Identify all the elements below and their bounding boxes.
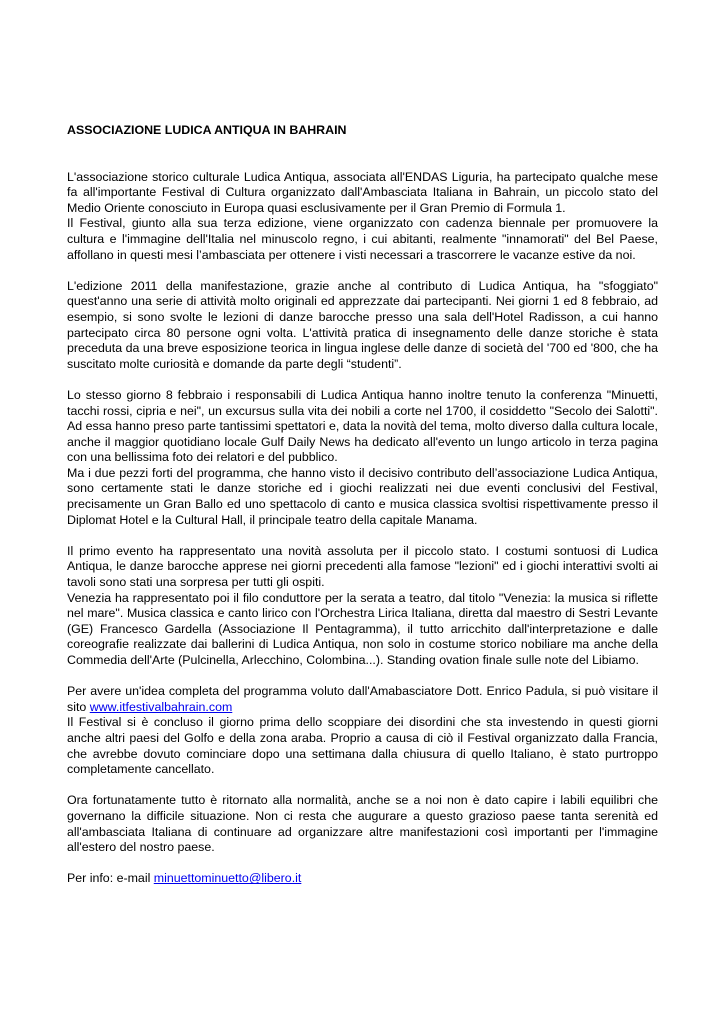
contact-line	[67, 871, 658, 887]
paragraph-text: Ma i due pezzi forti del programma, che hanno visto il decisivo contributo dell’associazione Ludica Antiqua, sono certamente stati le danze storiche ed i giochi realizzati nei due eventi conclusivi del Festival, precisamente un Gran Ballo ed uno spettacolo di canto e musica classica svoltisi rispettivamente presso il Diplomat Hotel e la Cultural Hall, il principale teatro della capitale Manama.	[67, 465, 658, 527]
paragraph-events	[67, 544, 658, 669]
paragraph-text: Il Festival si è concluso il giorno prima dello scoppiare dei disordini che sta investendo in questi giorni anche altri paesi del Golfo e della zona araba. Proprio a causa di ciò il Festival organizzato dalla Francia, che avrebbe dovuto cominciare dopo una settimana dalla chiusura di quello Italiano, è stato purtroppo completamente cancellato.	[67, 715, 658, 777]
paragraph-program	[67, 684, 658, 778]
paragraph-text: Venezia ha rappresentato poi il filo conduttore per la serata a teatro, dal titolo "Venezia: la musica si riflette nel mare". Musica classica e canto lirico con l'Orchestra Lirica Italiana, diretta dal maestro di Sestri Levante (GE) Francesco Gardella (Associazione Il Pentagramma), il tutto arricchito dall'interpretazione e dalle coreografie realizzate dai ballerini di Ludica Antiqua, non solo in costume storico nobiliare ma anche della Commedia dell'Arte (Pulcinella, Arlecchino, Colombina...). Standing ovation finale sulle note del Libiamo.	[67, 590, 658, 667]
paragraph-text-span: Per avere un'idea completa del programma voluto dall'Amabasciatore Dott. Enrico Padula, si può visitare il sito	[67, 684, 658, 714]
festival-website-link[interactable]: www.itfestivalbahrain.com	[89, 699, 233, 714]
paragraph-text: L'associazione storico culturale Ludica Antiqua, associata all'ENDAS Liguria, ha partecipato qualche mese fa all'importante Festival di Cultura organizzato dall'Ambasciata Italiana in Bahrain, un piccolo stato del Medio Oriente conosciuto in Europa quasi esclusivamente per il Gran Premio di Formula 1.	[67, 169, 658, 215]
document-page	[67, 123, 658, 903]
email-link[interactable]: minuettominuetto@libero.it	[153, 871, 302, 886]
paragraph-text: Ora fortunatamente tutto è ritornato alla normalità, anche se a noi non è dato capire i labili equilibri che governano la difficile situazione. Non ci resta che augurare a questo grazioso paese tanta serenità ed all'ambasciata Italiana di continuare ad organizzare altre manifestazioni così importanti per l'immagine all'estero del nostro paese.	[67, 793, 658, 855]
paragraph-closing	[67, 793, 658, 855]
paragraph-text	[67, 684, 658, 715]
paragraph-text: L'edizione 2011 della manifestazione, grazie anche al contributo di Ludica Antiqua, ha "sfoggiato" quest'anno una serie di attività molto originali ed apprezzate dai partecipanti. Nei giorni 1 ed 8 febbraio, ad esempio, si sono svolte le lezioni di danze barocche presso una sala dell'Hotel Radisson, a cui hanno partecipato circa 80 persone ogni volta. L'attività pratica di insegnamento delle danze storiche è stata preceduta da una breve esposizione teorica in lingua inglese delle danze di società del '700 ed '800, che ha suscitato molte curiosità e domande da parte degli “studenti”.	[67, 278, 658, 371]
paragraph-intro	[67, 170, 658, 264]
paragraph-text: Il Festival, giunto alla sua terza edizione, viene organizzato con cadenza biennale per promuovere la cultura e l'immagine dell'Italia nel minuscolo regno, i cui abitanti, realmente "innamorati" del Bel Paese, affollano in questi mesi l’ambasciata per ottenere i visti necessari a trascorrere le vacanze estive da noi.	[67, 216, 658, 262]
paragraph-edition-2011	[67, 279, 658, 373]
contact-label: Per info: e-mail	[67, 871, 154, 886]
paragraph-conference	[67, 388, 658, 528]
document-title: ASSOCIAZIONE LUDICA ANTIQUA IN BAHRAIN	[67, 123, 347, 137]
paragraph-text: Lo stesso giorno 8 febbraio i responsabili di Ludica Antiqua hanno inoltre tenuto la conferenza "Minuetti, tacchi rossi, cipria e nei", un excursus sulla vita dei nobili a corte nel 1700, il cosiddetto "Secolo dei Salotti". Ad essa hanno preso parte tantissimi spettatori e, data la novità del tema, molto diverso dalla cultura locale, anche il maggior quotidiano locale Gulf Daily News ha dedicato all'evento un lungo articolo in terza pagina con una bellissima foto dei relatori e del pubblico.	[67, 387, 658, 465]
paragraph-text: Il primo evento ha rappresentato una novità assoluta per il piccolo stato. I costumi sontuosi di Ludica Antiqua, le danze barocche apprese nei giorni precedenti alla famose "lezioni" ed i giochi interattivi svolti ai tavoli sono stati una sorpresa per tutti gli ospiti.	[67, 543, 658, 590]
contact-info	[67, 871, 658, 887]
